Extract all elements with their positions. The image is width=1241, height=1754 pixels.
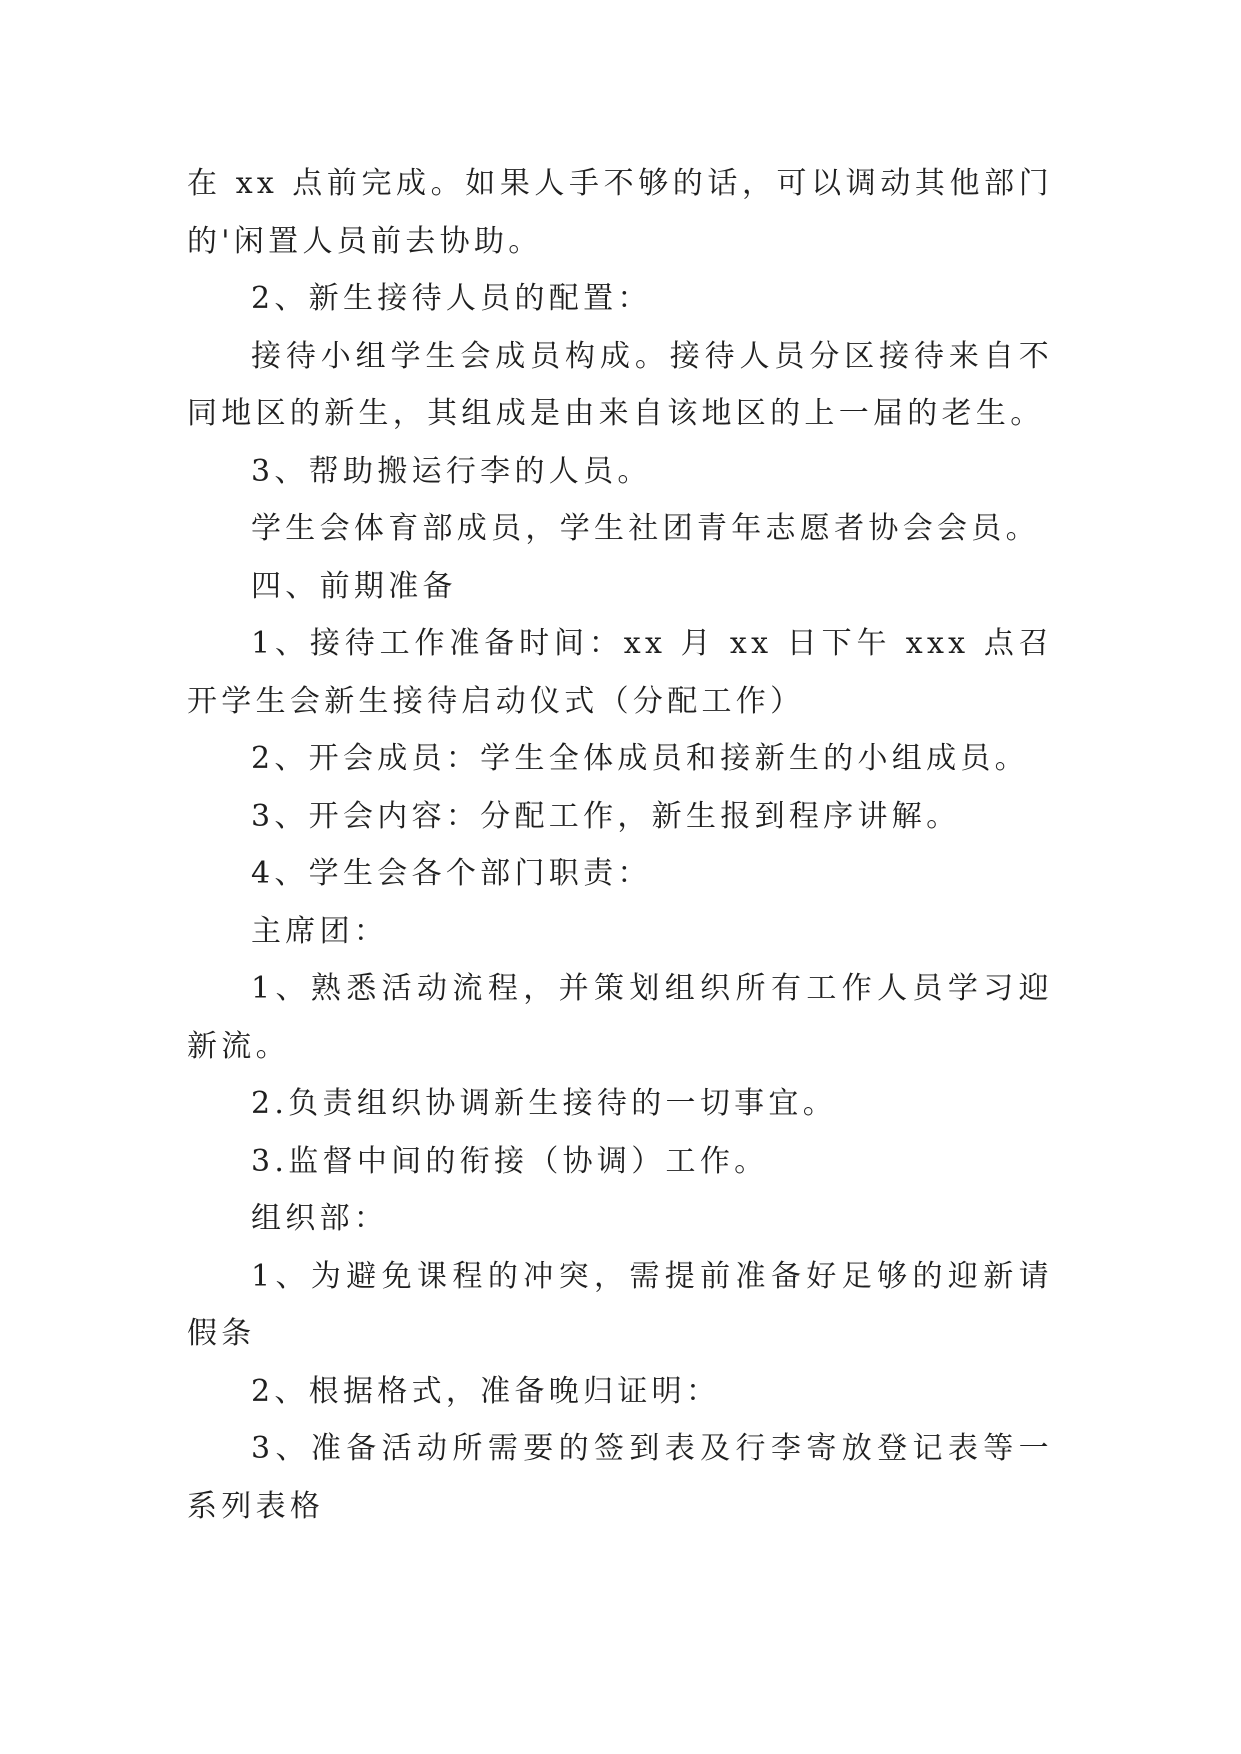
paragraph: 2、新生接待人员的配置：	[251, 281, 652, 316]
paragraph: 2.负责组织协调新生接待的一切事宜。	[251, 1086, 838, 1121]
document-body	[187, 155, 1053, 1535]
paragraph: 2、开会成员：学生全体成员和接新生的小组成员。	[251, 741, 1029, 776]
subsection-heading: 组织部：	[251, 1201, 389, 1236]
paragraph: 3、准备活动所需要的签到表及行李寄放登记表等一系列表格	[187, 1431, 1053, 1524]
paragraph: 1、熟悉活动流程，并策划组织所有工作人员学习迎新流。	[187, 971, 1053, 1064]
paragraph: 2、根据格式，准备晚归证明：	[251, 1373, 721, 1409]
paragraph: 1、接待工作准备时间：xx 月 xx 日下午 xxx 点召开学生会新生接待启动仪式（分配工作）	[187, 626, 1053, 719]
paragraph: 3、开会内容：分配工作，新生报到程序讲解。	[251, 798, 961, 834]
paragraph: 4、学生会各个部门职责：	[251, 856, 652, 891]
section-heading: 四、前期准备	[251, 568, 457, 604]
paragraph: 学生会体育部成员，学生社团青年志愿者协会会员。	[251, 511, 1040, 546]
paragraph: 1、为避免课程的冲突，需提前准备好足够的迎新请假条	[187, 1258, 1053, 1351]
paragraph: 接待小组学生会成员构成。接待人员分区接待来自不同地区的新生，其组成是由来自该地区的上一届的老生。	[187, 338, 1053, 431]
paragraph: 3、帮助搬运行李的人员。	[251, 453, 652, 489]
subsection-heading: 主席团：	[251, 913, 389, 949]
paragraph: 在 xx 点前完成。如果人手不够的话，可以调动其他部门的'闲置人员前去协助。	[187, 166, 1053, 259]
paragraph: 3.监督中间的衔接（协调）工作。	[251, 1143, 769, 1179]
